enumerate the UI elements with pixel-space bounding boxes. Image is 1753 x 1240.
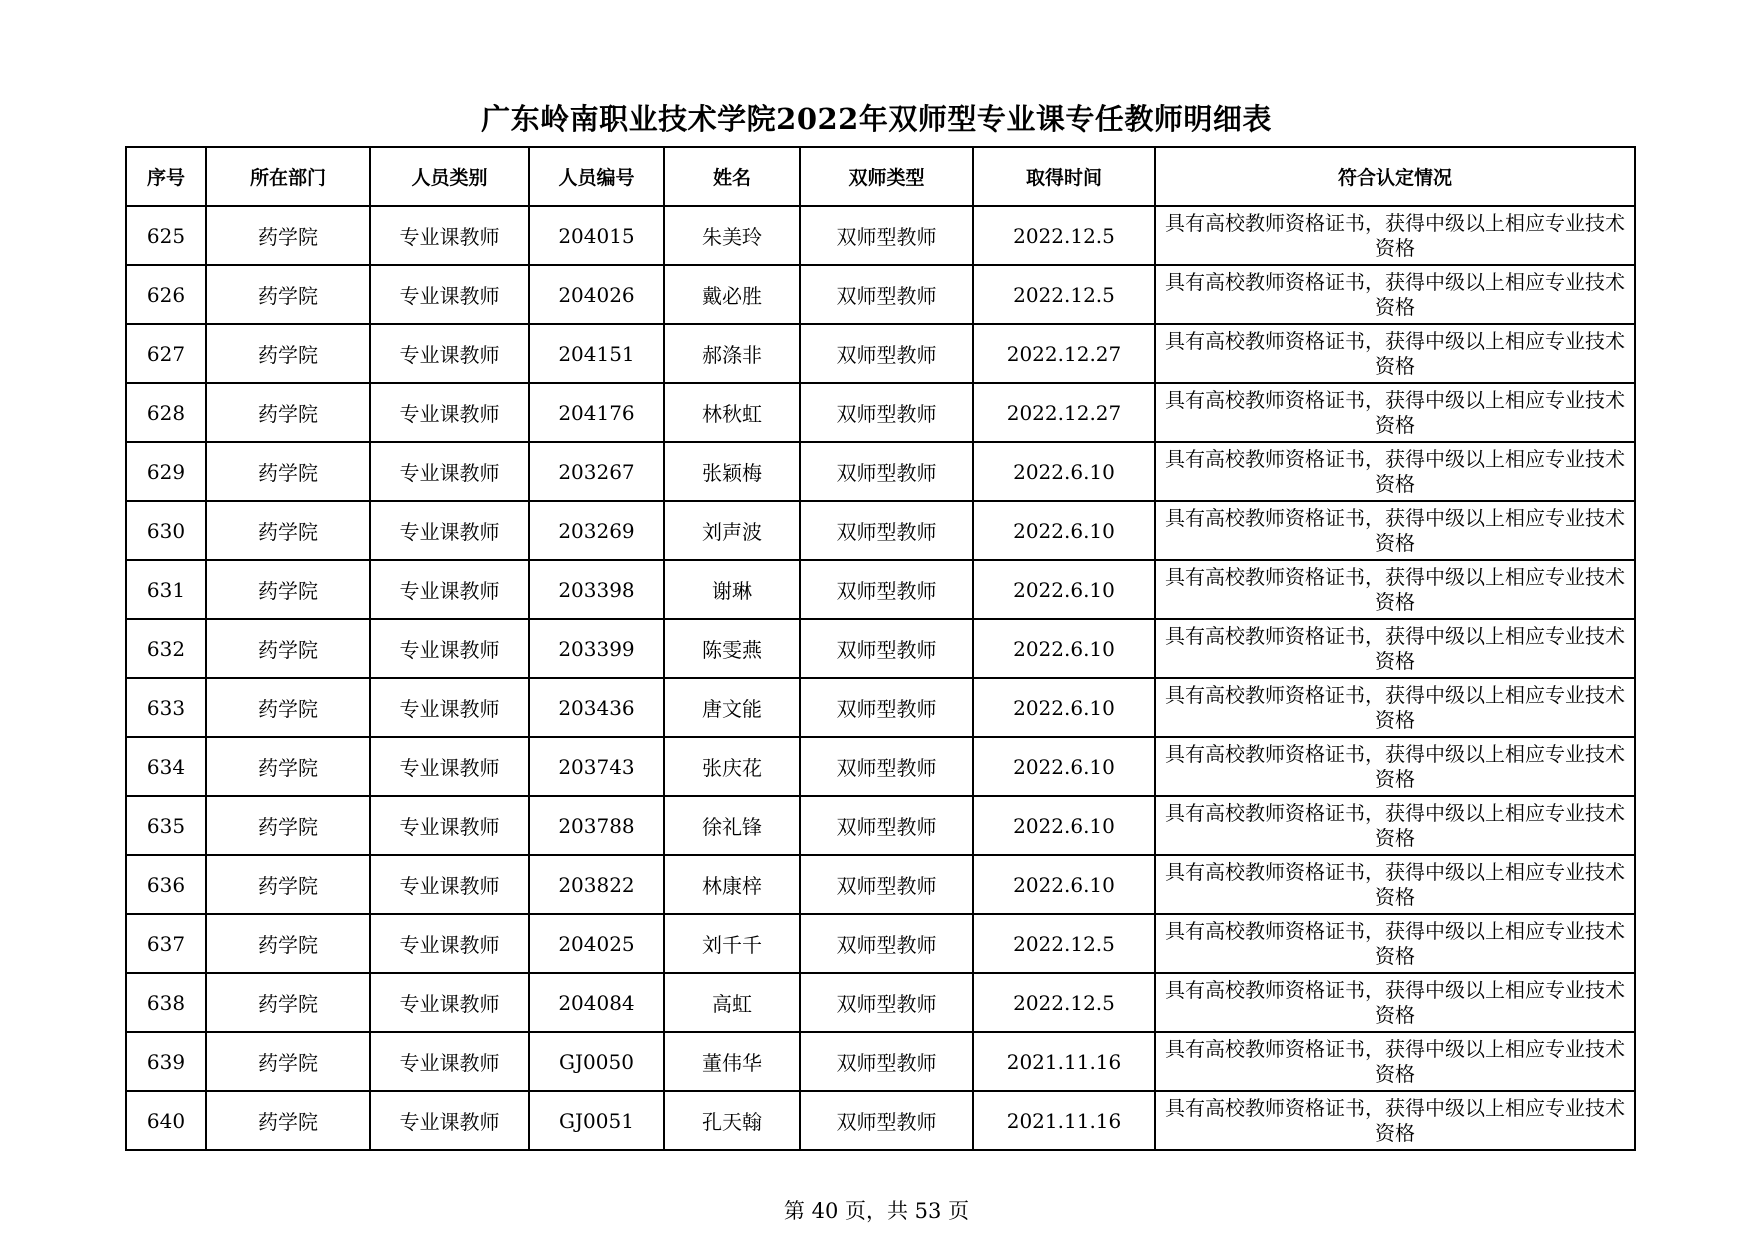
cell-qualification-basis: 具有高校教师资格证书，获得中级以上相应专业技术资格	[1155, 914, 1635, 973]
cell-name: 刘声波	[664, 501, 800, 560]
cell-qualification-basis: 具有高校教师资格证书，获得中级以上相应专业技术资格	[1155, 501, 1635, 560]
cell-dual-type: 双师型教师	[800, 737, 973, 796]
cell-dual-type: 双师型教师	[800, 324, 973, 383]
cell-name: 董伟华	[664, 1032, 800, 1091]
cell-department: 药学院	[206, 855, 370, 914]
cell-staff-id: 203436	[529, 678, 664, 737]
table-row	[126, 501, 1635, 560]
cell-obtained-date: 2021.11.16	[973, 1091, 1155, 1150]
cell-qualification-basis: 具有高校教师资格证书，获得中级以上相应专业技术资格	[1155, 560, 1635, 619]
cell-staff-category: 专业课教师	[370, 324, 529, 383]
cell-staff-id: 204176	[529, 383, 664, 442]
column-header-name: 姓名	[664, 147, 800, 206]
column-header-staff-category: 人员类别	[370, 147, 529, 206]
cell-staff-id: GJ0051	[529, 1091, 664, 1150]
table-row	[126, 855, 1635, 914]
cell-department: 药学院	[206, 265, 370, 324]
table-body	[126, 206, 1635, 1150]
cell-obtained-date: 2022.12.5	[973, 973, 1155, 1032]
cell-serial: 639	[126, 1032, 206, 1091]
document-title: 广东岭南职业技术学院2022年双师型专业课专任教师明细表	[481, 102, 1272, 136]
cell-dual-type: 双师型教师	[800, 1032, 973, 1091]
table-row	[126, 560, 1635, 619]
cell-staff-id: 203743	[529, 737, 664, 796]
cell-department: 药学院	[206, 796, 370, 855]
cell-qualification-basis: 具有高校教师资格证书，获得中级以上相应专业技术资格	[1155, 796, 1635, 855]
page-footer: 第 40 页，共 53 页	[783, 1199, 970, 1223]
cell-name: 朱美玲	[664, 206, 800, 265]
cell-serial: 634	[126, 737, 206, 796]
cell-name: 陈雯燕	[664, 619, 800, 678]
cell-qualification-basis: 具有高校教师资格证书，获得中级以上相应专业技术资格	[1155, 1032, 1635, 1091]
cell-dual-type: 双师型教师	[800, 265, 973, 324]
cell-department: 药学院	[206, 619, 370, 678]
cell-obtained-date: 2022.6.10	[973, 501, 1155, 560]
table-row	[126, 383, 1635, 442]
cell-obtained-date: 2022.6.10	[973, 442, 1155, 501]
table-row	[126, 796, 1635, 855]
cell-qualification-basis: 具有高校教师资格证书，获得中级以上相应专业技术资格	[1155, 737, 1635, 796]
cell-department: 药学院	[206, 973, 370, 1032]
cell-name: 戴必胜	[664, 265, 800, 324]
table-row	[126, 324, 1635, 383]
cell-staff-category: 专业课教师	[370, 973, 529, 1032]
cell-serial: 638	[126, 973, 206, 1032]
column-header-staff-id: 人员编号	[529, 147, 664, 206]
cell-staff-category: 专业课教师	[370, 1032, 529, 1091]
cell-staff-id: 203822	[529, 855, 664, 914]
cell-dual-type: 双师型教师	[800, 855, 973, 914]
cell-qualification-basis: 具有高校教师资格证书，获得中级以上相应专业技术资格	[1155, 973, 1635, 1032]
cell-department: 药学院	[206, 914, 370, 973]
table-row	[126, 737, 1635, 796]
cell-staff-id: 203399	[529, 619, 664, 678]
cell-qualification-basis: 具有高校教师资格证书，获得中级以上相应专业技术资格	[1155, 324, 1635, 383]
cell-staff-category: 专业课教师	[370, 796, 529, 855]
cell-name: 林秋虹	[664, 383, 800, 442]
cell-dual-type: 双师型教师	[800, 619, 973, 678]
cell-obtained-date: 2022.6.10	[973, 560, 1155, 619]
table-row	[126, 442, 1635, 501]
cell-qualification-basis: 具有高校教师资格证书，获得中级以上相应专业技术资格	[1155, 265, 1635, 324]
cell-staff-id: 203269	[529, 501, 664, 560]
cell-staff-category: 专业课教师	[370, 383, 529, 442]
cell-serial: 631	[126, 560, 206, 619]
cell-department: 药学院	[206, 678, 370, 737]
cell-serial: 628	[126, 383, 206, 442]
cell-obtained-date: 2022.6.10	[973, 737, 1155, 796]
cell-name: 林康梓	[664, 855, 800, 914]
cell-obtained-date: 2022.6.10	[973, 796, 1155, 855]
column-header-department: 所在部门	[206, 147, 370, 206]
cell-department: 药学院	[206, 501, 370, 560]
cell-dual-type: 双师型教师	[800, 796, 973, 855]
cell-staff-category: 专业课教师	[370, 442, 529, 501]
cell-name: 徐礼锋	[664, 796, 800, 855]
cell-dual-type: 双师型教师	[800, 442, 973, 501]
cell-staff-category: 专业课教师	[370, 206, 529, 265]
cell-dual-type: 双师型教师	[800, 914, 973, 973]
cell-obtained-date: 2022.12.27	[973, 383, 1155, 442]
cell-staff-category: 专业课教师	[370, 265, 529, 324]
cell-obtained-date: 2022.12.5	[973, 206, 1155, 265]
cell-name: 张颖梅	[664, 442, 800, 501]
cell-name: 张庆花	[664, 737, 800, 796]
cell-serial: 627	[126, 324, 206, 383]
cell-staff-category: 专业课教师	[370, 619, 529, 678]
table-row	[126, 265, 1635, 324]
cell-department: 药学院	[206, 206, 370, 265]
cell-staff-category: 专业课教师	[370, 501, 529, 560]
cell-department: 药学院	[206, 324, 370, 383]
cell-serial: 626	[126, 265, 206, 324]
cell-staff-id: 204084	[529, 973, 664, 1032]
cell-serial: 636	[126, 855, 206, 914]
cell-qualification-basis: 具有高校教师资格证书，获得中级以上相应专业技术资格	[1155, 855, 1635, 914]
column-header-serial: 序号	[126, 147, 206, 206]
cell-name: 郝涤非	[664, 324, 800, 383]
cell-dual-type: 双师型教师	[800, 383, 973, 442]
cell-dual-type: 双师型教师	[800, 973, 973, 1032]
cell-dual-type: 双师型教师	[800, 678, 973, 737]
cell-staff-category: 专业课教师	[370, 914, 529, 973]
cell-qualification-basis: 具有高校教师资格证书，获得中级以上相应专业技术资格	[1155, 1091, 1635, 1150]
cell-department: 药学院	[206, 1091, 370, 1150]
cell-name: 刘千千	[664, 914, 800, 973]
table-row	[126, 973, 1635, 1032]
cell-dual-type: 双师型教师	[800, 560, 973, 619]
cell-department: 药学院	[206, 383, 370, 442]
cell-qualification-basis: 具有高校教师资格证书，获得中级以上相应专业技术资格	[1155, 678, 1635, 737]
cell-department: 药学院	[206, 737, 370, 796]
cell-staff-id: 203398	[529, 560, 664, 619]
cell-staff-category: 专业课教师	[370, 560, 529, 619]
table-row	[126, 914, 1635, 973]
cell-staff-id: 203788	[529, 796, 664, 855]
cell-obtained-date: 2022.6.10	[973, 678, 1155, 737]
cell-obtained-date: 2022.12.27	[973, 324, 1155, 383]
cell-serial: 635	[126, 796, 206, 855]
cell-serial: 630	[126, 501, 206, 560]
cell-staff-id: GJ0050	[529, 1032, 664, 1091]
table-row	[126, 1091, 1635, 1150]
cell-serial: 632	[126, 619, 206, 678]
cell-serial: 625	[126, 206, 206, 265]
column-header-dual-type: 双师类型	[800, 147, 973, 206]
cell-serial: 640	[126, 1091, 206, 1150]
cell-staff-id: 204015	[529, 206, 664, 265]
cell-dual-type: 双师型教师	[800, 206, 973, 265]
teacher-roster-table	[125, 146, 1636, 1151]
column-header-qualification-basis: 符合认定情况	[1155, 147, 1635, 206]
cell-staff-id: 204025	[529, 914, 664, 973]
table-row	[126, 206, 1635, 265]
cell-dual-type: 双师型教师	[800, 501, 973, 560]
cell-staff-category: 专业课教师	[370, 737, 529, 796]
cell-staff-id: 204026	[529, 265, 664, 324]
cell-serial: 633	[126, 678, 206, 737]
cell-obtained-date: 2022.12.5	[973, 914, 1155, 973]
cell-serial: 629	[126, 442, 206, 501]
cell-department: 药学院	[206, 1032, 370, 1091]
cell-staff-id: 203267	[529, 442, 664, 501]
cell-name: 高虹	[664, 973, 800, 1032]
cell-name: 孔天翰	[664, 1091, 800, 1150]
cell-obtained-date: 2021.11.16	[973, 1032, 1155, 1091]
table-row	[126, 619, 1635, 678]
cell-staff-category: 专业课教师	[370, 855, 529, 914]
table-row	[126, 1032, 1635, 1091]
cell-department: 药学院	[206, 560, 370, 619]
cell-serial: 637	[126, 914, 206, 973]
cell-qualification-basis: 具有高校教师资格证书，获得中级以上相应专业技术资格	[1155, 442, 1635, 501]
cell-staff-category: 专业课教师	[370, 1091, 529, 1150]
cell-staff-id: 204151	[529, 324, 664, 383]
cell-qualification-basis: 具有高校教师资格证书，获得中级以上相应专业技术资格	[1155, 206, 1635, 265]
cell-obtained-date: 2022.6.10	[973, 855, 1155, 914]
cell-staff-category: 专业课教师	[370, 678, 529, 737]
cell-name: 谢琳	[664, 560, 800, 619]
table-header	[126, 147, 1635, 206]
cell-dual-type: 双师型教师	[800, 1091, 973, 1150]
cell-qualification-basis: 具有高校教师资格证书，获得中级以上相应专业技术资格	[1155, 383, 1635, 442]
cell-name: 唐文能	[664, 678, 800, 737]
cell-qualification-basis: 具有高校教师资格证书，获得中级以上相应专业技术资格	[1155, 619, 1635, 678]
column-header-obtained-date: 取得时间	[973, 147, 1155, 206]
cell-obtained-date: 2022.6.10	[973, 619, 1155, 678]
header-row	[126, 147, 1635, 206]
table-row	[126, 678, 1635, 737]
cell-obtained-date: 2022.12.5	[973, 265, 1155, 324]
cell-department: 药学院	[206, 442, 370, 501]
